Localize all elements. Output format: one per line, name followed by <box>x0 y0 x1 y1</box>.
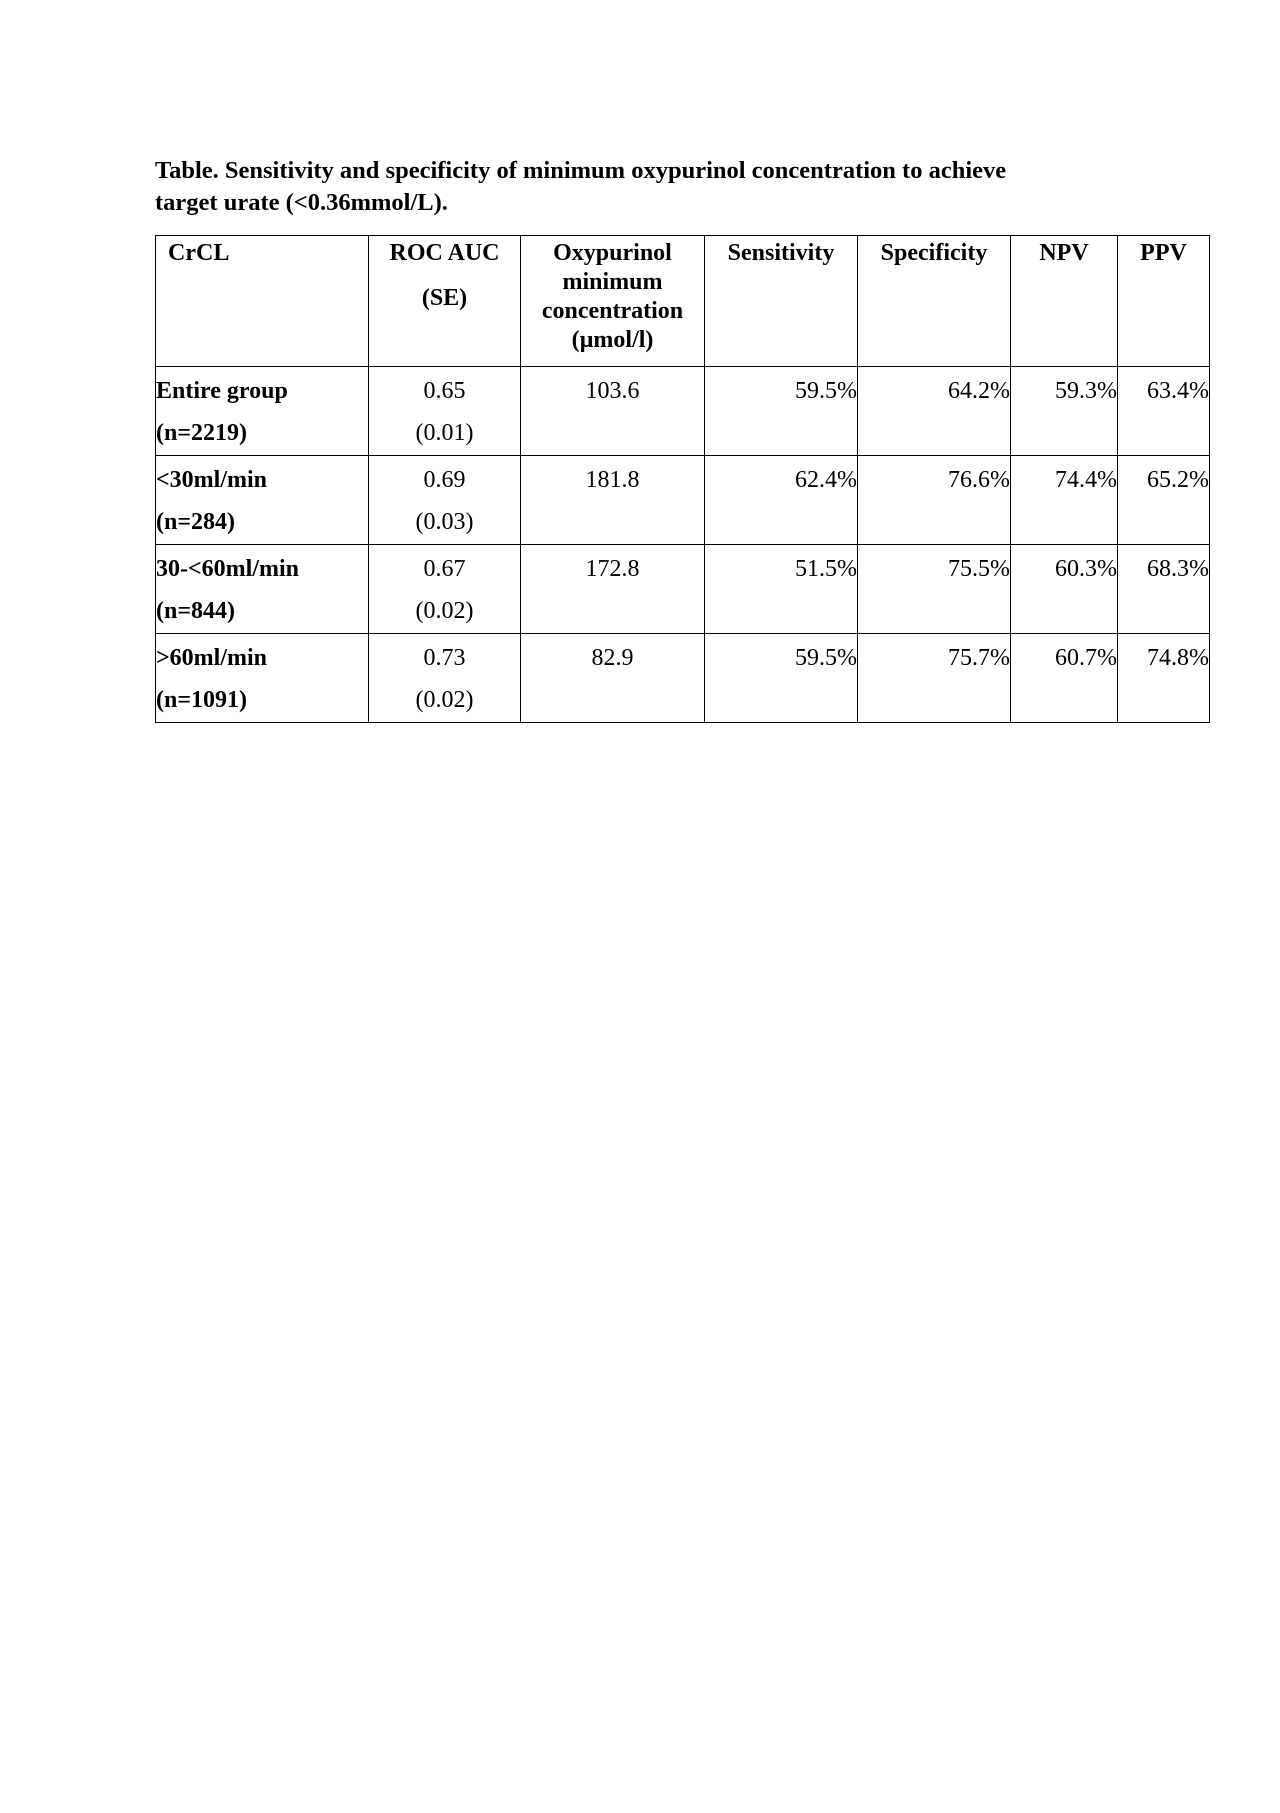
ppv-value: 63.4% <box>1118 367 1210 456</box>
auc-cell <box>369 367 521 456</box>
table-row <box>156 634 1210 723</box>
header-row <box>156 236 1210 367</box>
header-sensitivity: Sensitivity <box>705 236 858 367</box>
header-oxypurinol <box>521 236 705 367</box>
header-roc-auc <box>369 236 521 367</box>
row-label: Entire group <box>156 378 288 404</box>
specificity-value: 64.2% <box>858 367 1011 456</box>
header-oxypurinol-line-4: (µmol/l) <box>571 327 654 353</box>
row-label-cell <box>156 634 369 723</box>
auc-value: 0.65 <box>423 378 466 404</box>
specificity-value: 75.5% <box>858 545 1011 634</box>
row-label-cell <box>156 367 369 456</box>
row-label: 30-<60ml/min <box>156 556 300 582</box>
caption-line-2: target urate (<0.36mmol/L). <box>155 189 448 216</box>
sensitivity-value: 51.5% <box>705 545 858 634</box>
row-label-cell <box>156 545 369 634</box>
row-n: (n=1091) <box>156 687 248 713</box>
row-n: (n=844) <box>156 598 236 624</box>
caption-line-1: Table. Sensitivity and specificity of minimum oxypurinol concentration to achieve <box>155 157 1007 184</box>
table-row <box>156 456 1210 545</box>
sensitivity-value: 62.4% <box>705 456 858 545</box>
header-roc-auc-se: (SE) <box>421 285 468 311</box>
oxypurinol-value: 103.6 <box>521 367 705 456</box>
sensitivity-value: 59.5% <box>705 634 858 723</box>
header-specificity: Specificity <box>858 236 1011 367</box>
se-value: (0.03) <box>415 509 474 535</box>
se-value: (0.01) <box>415 420 474 446</box>
ppv-value: 65.2% <box>1118 456 1210 545</box>
specificity-value: 75.7% <box>858 634 1011 723</box>
npv-value: 59.3% <box>1011 367 1118 456</box>
table-row <box>156 367 1210 456</box>
row-label-cell <box>156 456 369 545</box>
header-ppv: PPV <box>1118 236 1210 367</box>
ppv-value: 68.3% <box>1118 545 1210 634</box>
row-label: <30ml/min <box>156 467 268 493</box>
row-n: (n=2219) <box>156 420 248 446</box>
oxypurinol-value: 181.8 <box>521 456 705 545</box>
se-value: (0.02) <box>415 687 474 713</box>
header-roc-auc-label: ROC AUC <box>389 240 500 266</box>
auc-value: 0.73 <box>423 645 466 671</box>
table-row <box>156 545 1210 634</box>
sensitivity-value: 59.5% <box>705 367 858 456</box>
header-npv: NPV <box>1011 236 1118 367</box>
header-oxypurinol-line-1: Oxypurinol <box>553 240 672 266</box>
auc-cell <box>369 545 521 634</box>
auc-value: 0.69 <box>423 467 466 493</box>
header-crcl: CrCL <box>156 236 369 367</box>
npv-value: 74.4% <box>1011 456 1118 545</box>
npv-value: 60.7% <box>1011 634 1118 723</box>
specificity-value: 76.6% <box>858 456 1011 545</box>
row-label: >60ml/min <box>156 645 268 671</box>
se-value: (0.02) <box>415 598 474 624</box>
table-caption <box>155 155 1115 219</box>
row-n: (n=284) <box>156 509 236 535</box>
header-oxypurinol-line-2: minimum <box>562 269 663 295</box>
auc-cell <box>369 634 521 723</box>
oxypurinol-value: 172.8 <box>521 545 705 634</box>
auc-value: 0.67 <box>423 556 466 582</box>
header-oxypurinol-line-3: concentration <box>541 298 684 324</box>
results-table <box>155 235 1210 723</box>
ppv-value: 74.8% <box>1118 634 1210 723</box>
auc-cell <box>369 456 521 545</box>
oxypurinol-value: 82.9 <box>521 634 705 723</box>
npv-value: 60.3% <box>1011 545 1118 634</box>
